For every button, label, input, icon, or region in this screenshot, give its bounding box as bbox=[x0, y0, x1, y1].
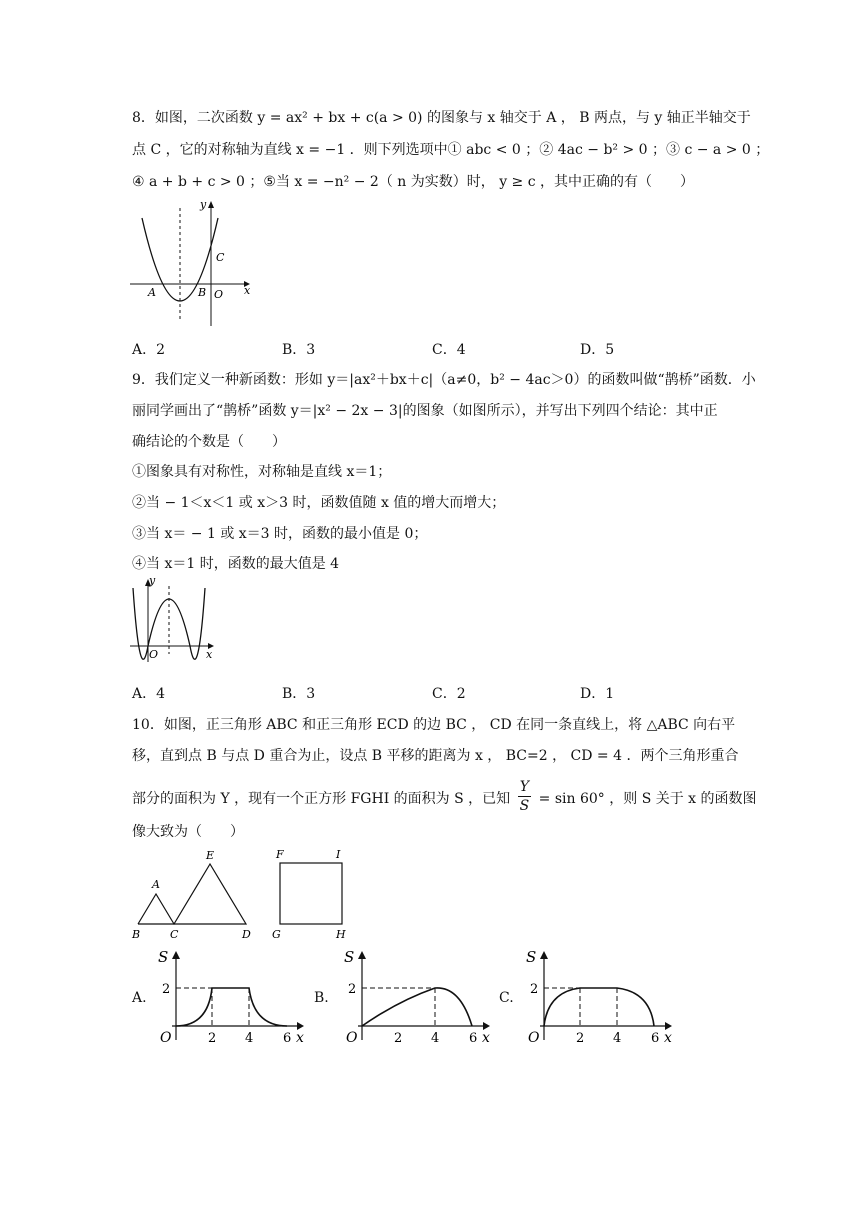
q10-text-line4: 像大致为（ ） bbox=[132, 824, 244, 840]
q9-y-axis-label: y bbox=[149, 574, 156, 587]
q10-c-x-label: x bbox=[664, 1030, 672, 1046]
q8-point-c-label: C bbox=[216, 251, 225, 264]
q10-triangle-label-d: D bbox=[242, 928, 251, 941]
q8-option-d[interactable]: D．5 bbox=[580, 342, 615, 358]
q10-triangle-label-a: A bbox=[152, 878, 160, 891]
q9-x-axis-label: x bbox=[206, 648, 213, 661]
q10-square-figure bbox=[270, 846, 354, 942]
q10-b-tick-x2: 2 bbox=[394, 1031, 403, 1046]
q8-point-b-label: B bbox=[198, 286, 207, 299]
q10-a-origin-label: O bbox=[160, 1030, 172, 1046]
q10-square-label-i: I bbox=[336, 848, 341, 861]
q10-a-tick-y2: 2 bbox=[162, 982, 171, 997]
q9-statement-1: ①图象具有对称性，对称轴是直线 x＝1； bbox=[132, 464, 392, 480]
q8-origin-label: O bbox=[214, 288, 224, 301]
q10-fraction bbox=[518, 778, 532, 815]
q10-a-x-label: x bbox=[296, 1030, 304, 1046]
q10-c-tick-x2: 2 bbox=[576, 1031, 585, 1046]
q10-triangles-figure bbox=[128, 846, 258, 942]
q10-a-s-label: S bbox=[158, 948, 169, 966]
q10-c-tick-x6: 6 bbox=[651, 1031, 660, 1046]
q10-option-c-label[interactable]: C. bbox=[499, 990, 514, 1006]
q9-option-c[interactable]: C．2 bbox=[432, 686, 466, 702]
q10-a-tick-x6: 6 bbox=[283, 1031, 292, 1046]
q10-c-s-label: S bbox=[526, 948, 537, 966]
q9-option-b[interactable]: B．3 bbox=[282, 686, 316, 702]
q8-text-line3: ④ a + b + c > 0 ；⑤当 x = −n² − 2（ n 为实数）时， y ≥ c ，其中正确的有（ ） bbox=[132, 174, 695, 190]
q10-option-b-label[interactable]: B. bbox=[314, 990, 329, 1006]
q8-option-b[interactable]: B．3 bbox=[282, 342, 316, 358]
q10-b-tick-x4: 4 bbox=[431, 1031, 440, 1046]
q8-text-line2: 点 C ，它的对称轴为直线 x = −1 ．则下列选项中① abc < 0 ；② 4ac − b² > 0 ；③ c − a > 0 ； bbox=[132, 142, 770, 158]
q10-text-line3-part1: 部分的面积为 Y ，现有一个正方形 FGHI 的面积为 S ，已知 bbox=[132, 791, 511, 807]
q9-text-line2: 丽同学画出了“鹊桥”函数 y＝|x² − 2x − 3|的图象（如图所示），并写出下列四个结论：其中正 bbox=[132, 403, 718, 419]
q10-c-origin-label: O bbox=[528, 1030, 540, 1046]
q9-magpie-bridge-graph bbox=[128, 574, 220, 664]
q10-b-tick-y2: 2 bbox=[348, 982, 357, 997]
q10-text-line2: 移，直到点 B 与点 D 重合为止，设点 B 平移的距离为 x ， BC=2 ， CD = 4 ．两个三角形重合 bbox=[132, 748, 739, 764]
q10-triangle-label-e: E bbox=[206, 849, 215, 862]
q10-fraction-numerator: Y bbox=[519, 779, 530, 795]
q9-origin-label: O bbox=[149, 648, 159, 661]
q9-option-a[interactable]: A．4 bbox=[132, 686, 166, 702]
q10-text-line1: 10．如图，正三角形 ABC 和正三角形 ECD 的边 BC ， CD 在同一条直线上，将 △ABC 向右平 bbox=[132, 717, 736, 733]
q10-option-a-graph[interactable] bbox=[152, 946, 312, 1046]
q9-statement-3: ③当 x＝ − 1 或 x＝3 时，函数的最小值是 0； bbox=[132, 526, 428, 542]
q8-option-c[interactable]: C．4 bbox=[432, 342, 466, 358]
q10-triangle-label-b: B bbox=[132, 928, 141, 941]
q8-point-a-label: A bbox=[148, 286, 156, 299]
q9-statement-2: ②当 − 1＜x＜1 或 x＞3 时，函数值随 x 值的增大而增大； bbox=[132, 495, 506, 511]
q10-fraction-denominator: S bbox=[519, 798, 530, 814]
q10-a-tick-x4: 4 bbox=[245, 1031, 254, 1046]
q10-text-line3-part2: = sin 60° ，则 S 关于 x 的函数图 bbox=[538, 791, 757, 807]
q8-x-axis-label: x bbox=[244, 284, 251, 297]
q10-triangle-label-c: C bbox=[170, 928, 179, 941]
q10-b-s-label: S bbox=[344, 948, 355, 966]
q8-parabola-graph bbox=[128, 198, 256, 330]
q8-option-a[interactable]: A．2 bbox=[132, 342, 166, 358]
q10-option-b-graph[interactable] bbox=[338, 946, 498, 1046]
q10-square-label-f: F bbox=[276, 848, 284, 861]
q10-square-label-h: H bbox=[336, 928, 346, 941]
q10-b-tick-x6: 6 bbox=[469, 1031, 478, 1046]
q8-text-line1: 8．如图，二次函数 y = ax² + bx + c(a > 0) 的图象与 x 轴交于 A ， B 两点，与 y 轴正半轴交于 bbox=[132, 110, 751, 126]
q10-square-label-g: G bbox=[272, 928, 281, 941]
q10-c-tick-y2: 2 bbox=[530, 982, 539, 997]
q10-c-tick-x4: 4 bbox=[613, 1031, 622, 1046]
q10-a-tick-x2: 2 bbox=[208, 1031, 217, 1046]
q10-b-x-label: x bbox=[482, 1030, 490, 1046]
q10-option-a-label[interactable]: A. bbox=[132, 990, 147, 1006]
q10-option-c-graph[interactable] bbox=[520, 946, 680, 1046]
q10-text-line3 bbox=[132, 778, 757, 820]
q9-text-line1: 9．我们定义一种新函数：形如 y＝|ax²＋bx＋c|（a≠0，b² − 4ac＞0）的函数叫做“鹊桥”函数．小 bbox=[132, 372, 756, 388]
q9-text-line3: 确结论的个数是（ ） bbox=[132, 434, 286, 450]
q10-b-origin-label: O bbox=[346, 1030, 358, 1046]
q8-y-axis-label: y bbox=[200, 198, 207, 211]
q9-statement-4: ④当 x＝1 时，函数的最大值是 4 bbox=[132, 556, 340, 572]
q9-option-d[interactable]: D．1 bbox=[580, 686, 615, 702]
